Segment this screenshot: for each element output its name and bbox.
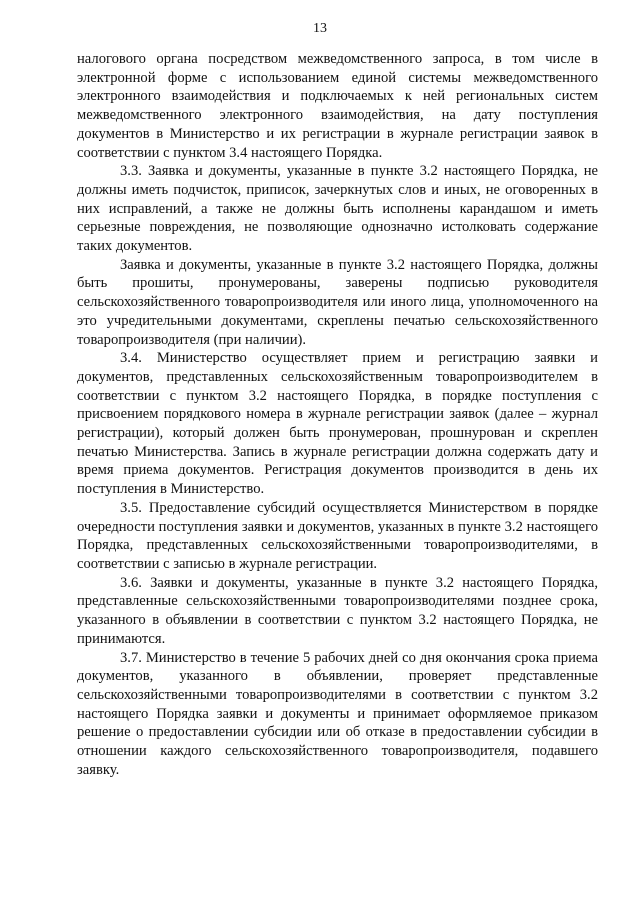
document-body xyxy=(77,50,598,779)
paragraph-3-7: 3.7. Министерство в течение 5 рабочих дней со дня окончания срока приема документов, указанного в объявлении, проверяет представленные сельскохозяйственными товаропроизводителями в соответствии с пунктом 3.2 настоящего Порядка заявки и документы и принимает оформляемое приказом решение о предоставлении субсидии или об отказе в предоставлении субсидии в отношении каждого сельскохозяйственного товаропроизводителя, подавшего заявку. xyxy=(77,649,598,778)
paragraph-3-3-binding: Заявка и документы, указанные в пункте 3.2 настоящего Порядка, должны быть прошиты, пронумерованы, заверены подписью руководителя сельскохозяйственного товаропроизводителя или иного лица, уполномоченного на это учредительными документами, скреплены печатью сельскохозяйственного товаропроизводителя (при наличии). xyxy=(77,256,598,348)
paragraph-3-6: 3.6. Заявки и документы, указанные в пункте 3.2 настоящего Порядка, представленные сельскохозяйственными товаропроизводителями позднее срока, указанного в объявлении в соответствии с пунктом 3.2 настоящего Порядка, не принимаются. xyxy=(77,574,598,647)
paragraph-3-4: 3.4. Министерство осуществляет прием и регистрацию заявки и документов, представленных сельскохозяйственным товаропроизводителем в соответствии с пунктом 3.2 настоящего Порядка, в порядке поступления с присвоением порядкового номера в журнале регистрации заявок (далее – журнал регистрации), который должен быть пронумерован, прошнурован и скреплен печатью Министерства. Запись в журнале регистрации должна содержать дату и время приема документов. Регистрация документов производится в день их поступления в Министерство. xyxy=(77,350,598,498)
paragraph-continuation: налогового органа посредством межведомственного запроса, в том числе в электронной форме с использованием единой системы межведомственного электронного взаимодействия и подключаемых к ней региональных систем межведомственного электронного взаимодействия, на дату поступления документов в Министерство и их регистрации в журнале регистрации заявок в соответствии с пунктом 3.4 настоящего Порядка. xyxy=(77,51,598,161)
paragraph-3-3: 3.3. Заявка и документы, указанные в пункте 3.2 настоящего Порядка, не должны иметь подчисток, приписок, зачеркнутых слов и иных, не оговоренных в них исправлений, а также не должны быть исполнены карандашом и иметь серьезные повреждения, не позволяющие однозначно истолковать содержание таких документов. xyxy=(77,163,598,255)
page-number: 13 xyxy=(313,21,327,36)
paragraph-3-5: 3.5. Предоставление субсидий осуществляется Министерством в порядке очередности поступления заявки и документов, указанных в пункте 3.2 настоящего Порядка, представленных сельскохозяйственными товаропроизводителями, в соответствии с записью в журнале регистрации. xyxy=(77,499,598,572)
